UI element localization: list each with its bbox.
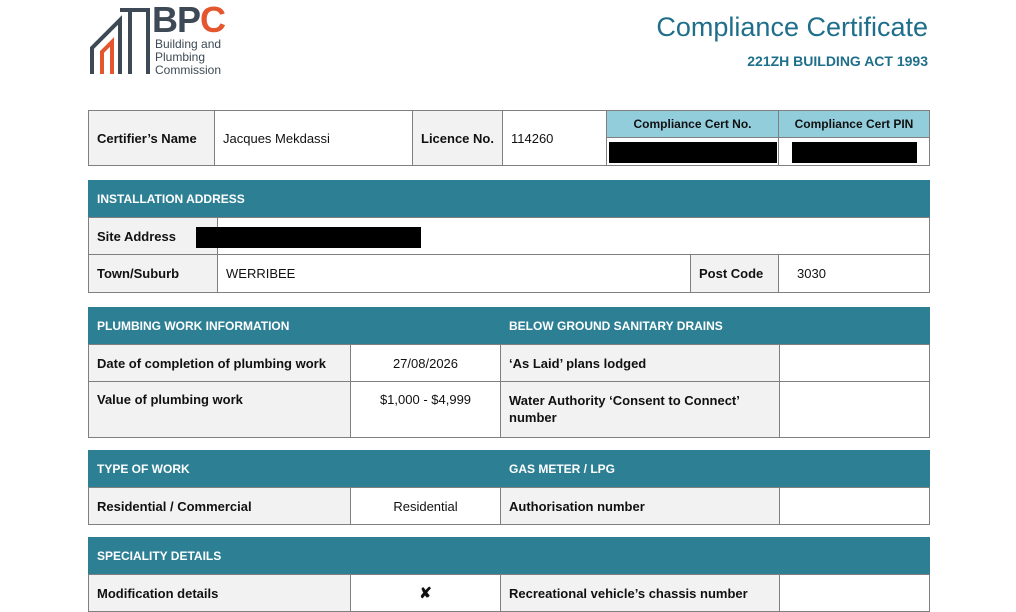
residential-commercial-value: Residential: [350, 487, 501, 525]
speciality-heading: SPECIALITY DETAILS: [88, 537, 930, 575]
authorisation-number-value: [779, 487, 930, 525]
compliance-cert-pin-label: Compliance Cert PIN: [778, 110, 930, 138]
gas-meter-heading: GAS METER / LPG: [500, 450, 930, 488]
rv-chassis-number-label: Recreational vehicle’s chassis number: [500, 574, 780, 612]
rv-chassis-number-value: [779, 574, 930, 612]
post-code-value: 3030: [778, 254, 930, 293]
compliance-cert-no-label: Compliance Cert No.: [606, 110, 779, 138]
town-suburb-value: WERRIBEE: [217, 254, 691, 293]
logo-line-3: Commission: [155, 63, 222, 77]
modification-details-label: Modification details: [88, 574, 351, 612]
redaction-block: [609, 142, 777, 163]
type-of-work-heading: TYPE OF WORK: [88, 450, 501, 488]
completion-date-label: Date of completion of plumbing work: [88, 344, 351, 382]
as-laid-value: [779, 344, 930, 382]
house-outline-icon: [90, 6, 152, 76]
logo-wordmark: [152, 2, 225, 38]
cross-mark-icon: ✘: [350, 574, 501, 612]
completion-date-value: 27/08/2026: [350, 344, 501, 382]
as-laid-label: ‘As Laid’ plans lodged: [500, 344, 780, 382]
redaction-block: [792, 142, 917, 163]
logo-line-1: Building and: [155, 37, 222, 51]
site-address-label: Site Address: [88, 217, 218, 255]
consent-to-connect-label: Water Authority ‘Consent to Connect’ number: [500, 381, 780, 438]
town-suburb-label: Town/Suburb: [88, 254, 218, 293]
certifier-name-value: Jacques Mekdassi: [214, 110, 413, 166]
logo-wordmark-accent: C: [200, 0, 226, 40]
installation-heading: INSTALLATION ADDRESS: [88, 180, 930, 218]
redaction-block: [196, 227, 421, 248]
plumbing-value-label: Value of plumbing work: [88, 381, 351, 438]
authorisation-number-label: Authorisation number: [500, 487, 780, 525]
licence-label: Licence No.: [412, 110, 503, 166]
certifier-name-label: Certifier’s Name: [88, 110, 215, 166]
plumbing-value-value: $1,000 - $4,999: [350, 381, 501, 438]
licence-value: 114260: [502, 110, 607, 166]
consent-to-connect-value: [779, 381, 930, 438]
drains-heading: BELOW GROUND SANITARY DRAINS: [500, 307, 930, 345]
page-subtitle: 221ZH BUILDING ACT 1993: [747, 53, 928, 69]
logo-wordmark-main: BP: [152, 0, 201, 40]
post-code-label: Post Code: [690, 254, 779, 293]
logo-line-2: Plumbing: [155, 50, 206, 64]
page-title: Compliance Certificate: [656, 12, 928, 42]
plumbing-heading: PLUMBING WORK INFORMATION: [88, 307, 501, 345]
residential-commercial-label: Residential / Commercial: [88, 487, 351, 525]
